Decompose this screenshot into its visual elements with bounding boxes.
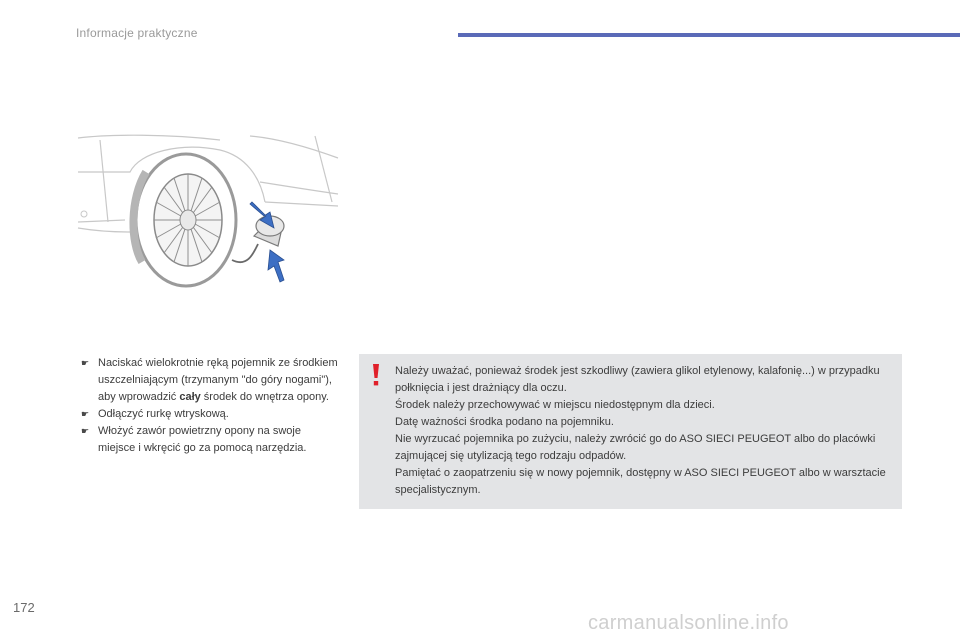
header-bar	[458, 33, 960, 37]
tyre-sealant-illustration	[70, 132, 340, 292]
watermark: carmanualsonline.info	[588, 612, 789, 634]
warning-box	[359, 354, 902, 509]
step-text: Odłączyć rurkę wtryskową.	[98, 408, 229, 420]
wheel-icon	[133, 154, 236, 286]
page-number: 172	[13, 600, 35, 615]
up-arrow-icon	[268, 250, 284, 282]
warning-paragraph: Należy uważać, ponieważ środek jest szkodliwy (zawiera glikol etylenowy, kalafonię...) w przypadku połknięcia i jest drażniący dla oczu.	[395, 365, 880, 394]
pointing-hand-icon: ☛	[80, 358, 90, 368]
injection-hose	[232, 244, 258, 262]
step-item	[78, 406, 340, 423]
instruction-steps	[78, 355, 340, 457]
pointing-hand-icon: ☛	[80, 426, 90, 436]
section-title: Informacje praktyczne	[76, 26, 198, 40]
pointing-hand-icon: ☛	[80, 409, 90, 419]
warning-icon	[369, 363, 383, 387]
car-light	[81, 211, 87, 217]
step-item	[78, 355, 340, 406]
warning-paragraph: Środek należy przechowywać w miejscu niedostępnym dla dzieci.	[395, 399, 715, 411]
warning-paragraph: Datę ważności środka podano na pojemniku.	[395, 416, 614, 428]
step-text: Włożyć zawór powietrzny opony na swoje miejsce i wkręcić go za pomocą narzędzia.	[98, 425, 307, 454]
step-text: Naciskać wielokrotnie ręką pojemnik ze środkiem uszczelniającym (trzymanym "do góry nogami"), aby wprowadzić	[98, 357, 338, 403]
step-emphasis: cały	[179, 391, 201, 403]
step-item	[78, 423, 340, 457]
warning-text	[395, 363, 890, 499]
step-text: środek do wnętrza opony.	[200, 391, 329, 403]
warning-paragraph: Pamiętać o zaopatrzeniu się w nowy pojemnik, dostępny w ASO SIECI PEUGEOT albo w warsztacie specjalistycznym.	[395, 467, 886, 496]
warning-paragraph: Nie wyrzucać pojemnika po zużyciu, należy zwrócić go do ASO SIECI PEUGEOT albo do placówki zajmującej się utylizacją tego rodzaju odpadów.	[395, 433, 876, 462]
